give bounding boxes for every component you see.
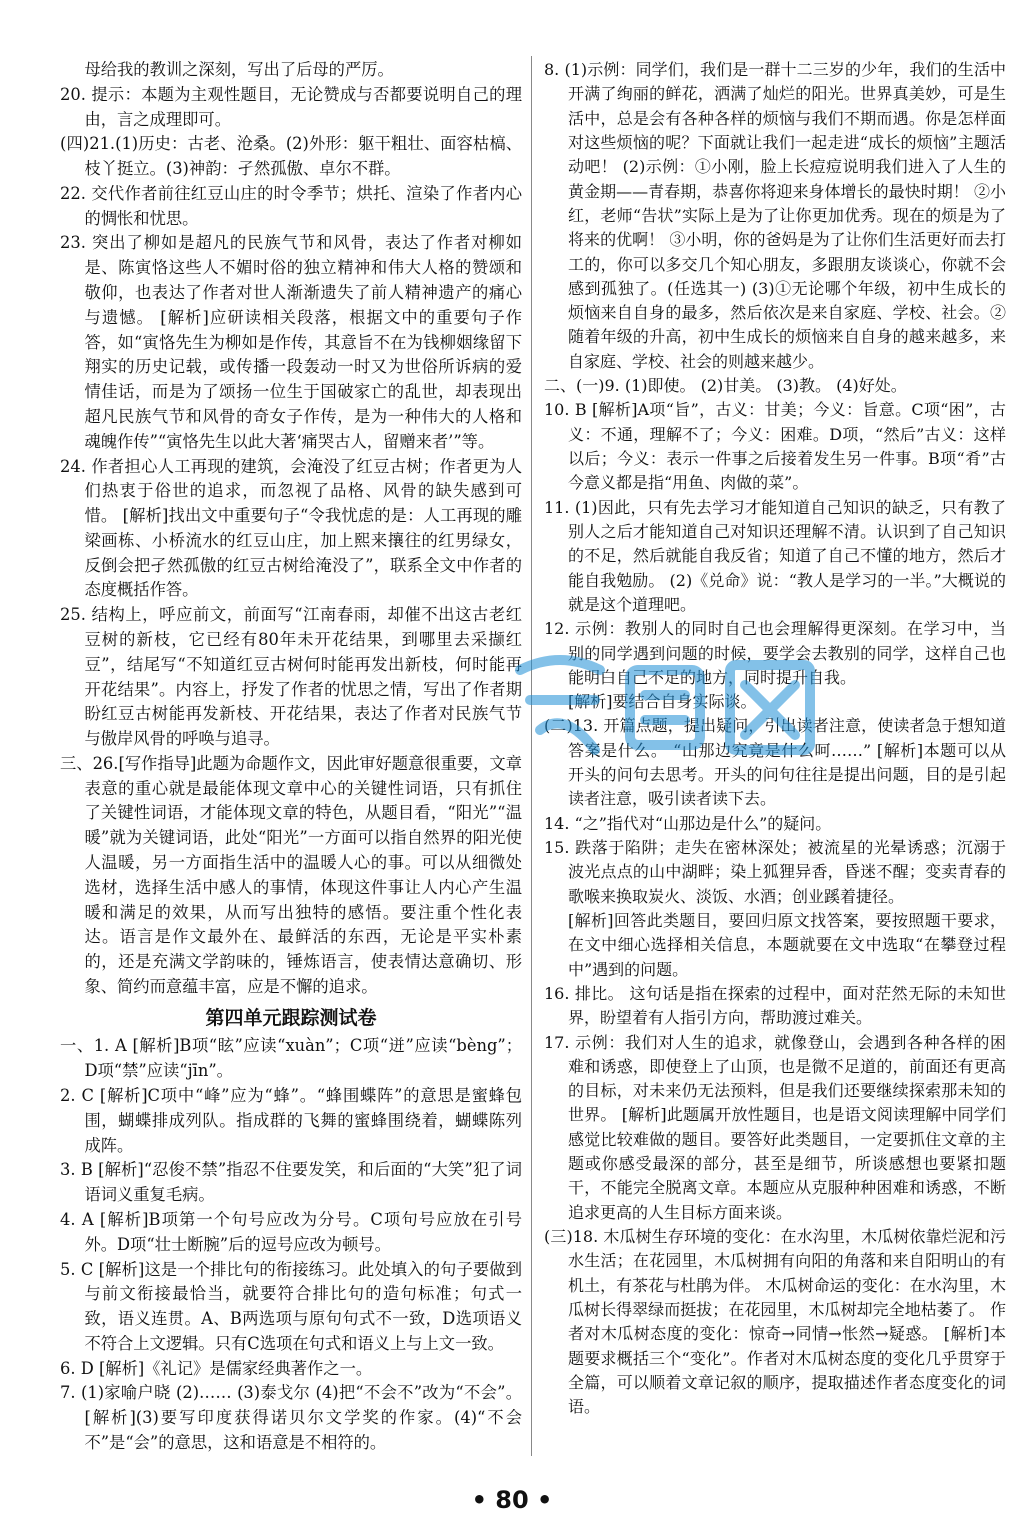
page-number: • 80 • bbox=[471, 1486, 553, 1514]
answer-item: 6. D [解析]《礼记》是儒家经典著作之一。 bbox=[60, 1358, 373, 1378]
answer-item: 14. “之”指代对“山那边是什么”的疑问。 bbox=[544, 813, 832, 833]
answer-item: 8. (1)示例：同学们，我们是一群十二三岁的少年，我们的生活中开满了绚丽的鲜花，洒满了灿烂的阳光。世界真美妙，可是生活中，总是会有各种各样的烦恼与我们不期而遇。你是怎样面对这些烦恼的呢？下面就让我们一起走进“成长的烦恼”主题活动吧！ (2)示例：①小刚，脸上长痘痘说明我们进入了人生的黄金期——青春期，恭喜你将迎来身体增长的最快时期！ ②小红，老师“告状”实际上是为了让你更加优秀。现在的烦是为了将来的优啊！ ③小明，你的爸妈是为了让你们生活更好而去打工的，你可以多交几个知心朋友，多跟朋友谈谈心，你就不会感到孤独了。(任选其一) (3)①无论哪个年级，初中生成长的烦恼来自自身的最多，然后依次是来自家庭、学校、社会。②随着年级的升高，初中生成长的烦恼来自自身的越来越多，来自家庭、学校、社会的则越来越少。 bbox=[544, 60, 1006, 371]
answer-item: 一、1. A [解析]B项“眩”应读“xuàn”；C项“迸”应读“bèng”；D项“禁”应读“jīn”。 bbox=[60, 1036, 522, 1081]
answer-item: 15. 跌落于陷阱；走失在密林深处；被流星的光晕诱惑；沉溺于波光点点的山中湖畔；染上狐狸异香，昏迷不醒；变卖青春的歌喉来换取炭火、淡饭、水酒；创业蹊着捷径。 bbox=[544, 838, 1006, 906]
answer-item: [解析]回答此类题目，要回归原文找答案，要按照题干要求，在文中细心选择相关信息，本题就要在文中选取“在攀登过程中”遇到的问题。 bbox=[568, 910, 1006, 979]
answer-item: 20. 提示：本题为主观性题目，无论赞成与否都要说明自己的理由，言之成理即可。 bbox=[60, 84, 522, 129]
answer-item: 17. 示例：我们对人生的追求，就像登山，会遇到各种各样的困难和诱惑，即使登上了山顶，也是微不足道的，前面还有更高的目标，对未来仍无法预料，但是我们还要继续探索那未知的世界。 [解析]此题属开放性题目，也是语文阅读理解中同学们感觉比较难做的题目。要答好此类题目，一定要抓住文章的主题或你感受最深的部分，甚至是细节，所谈感想也要紧扣题干，不能完全脱离文章。本题应从克服种种困难和诱惑，不断追求更高的人生目标方面来谈。 bbox=[544, 1032, 1006, 1222]
answer-item: 11. (1)因此，只有先去学习才能知道自己知识的缺乏，只有教了别人之后才能知道自己对知识还理解不清。认识到了自己知识的不足，然后就能自我反省；知道了自己不懂的地方，然后才能自我勉励。 (2)《兑命》说：“教人是学习的一半。”大概说的就是这个道理吧。 bbox=[544, 497, 1006, 614]
answer-item: 16. 排比。 这句话是指在探索的过程中，面对茫然无际的未知世界，盼望着有人指引方向，帮助渡过难关。 bbox=[544, 983, 1006, 1028]
answer-item: 4. A [解析]B项第一个句号应改为分号。C项句号应放在引号外。D项“壮士断腕”后的逗号应改为顿号。 bbox=[60, 1209, 522, 1254]
answer-item: 22. 交代作者前往红豆山庄的时令季节；烘托、渲染了作者内心的惆怅和忧思。 bbox=[60, 183, 522, 228]
left-column bbox=[60, 58, 528, 1456]
section-title: 第四单元跟踪测试卷 bbox=[205, 1006, 377, 1029]
right-column bbox=[544, 58, 1006, 1420]
answer-item: (二)13. 开篇点题，提出疑问，引出读者注意，使读者急于想知道答案是什么。 “山那边究竟是什么呵……” [解析]本题可以从开头的问句去思考。开头的问句往往是提出问题，目的是引起读者注意，吸引读者读下去。 bbox=[544, 716, 1006, 809]
answer-item: 12. 示例：教别人的同时自己也会理解得更深刻。在学习中，当别的同学遇到问题的时候，要学会去教别的同学，这样自己也能明白自己不足的地方，同时提升自我。 bbox=[544, 619, 1006, 687]
answer-item: [解析]要结合自身实际谈。 bbox=[568, 692, 757, 712]
answer-item: 5. C [解析]这是一个排比句的衔接练习。此处填入的句子要做到与前文衔接最恰当，就要符合排比句的造句标准；句式一致，语义连贯。A、B两选项与原句句式不一致，D选项语义不符合上文逻辑。只有C选项在句式和语义上与上文一致。 bbox=[60, 1259, 522, 1353]
column-divider bbox=[531, 56, 532, 1456]
answer-item: 2. C [解析]C项中“峰”应为“蜂”。“蜂围蝶阵”的意思是蜜蜂包围，蝴蝶排成列队。指成群的飞舞的蜜蜂围绕着，蝴蝶陈列成阵。 bbox=[60, 1086, 522, 1155]
answer-item: 10. B [解析]A项“旨”，古义：甘美；今义：旨意。C项“困”，古义：不通，理解不了；今义：困难。D项，“然后”古义：这样以后；今义：表示一件事之后接着发生另一件事。B项“肴”古今意义都是指“用鱼、肉做的菜”。 bbox=[544, 400, 1006, 493]
answer-item: 二、(一)9. (1)即使。 (2)甘美。 (3)教。 (4)好处。 bbox=[544, 376, 907, 396]
answer-item: (四)21.(1)历史：古老、沧桑。(2)外形：躯干粗壮、面容枯槁、枝丫挺立。(3)神韵：孑然孤傲、卓尔不群。 bbox=[60, 134, 522, 179]
answer-item: 25. 结构上，呼应前文，前面写“江南春雨，却催不出这古老红豆树的新枝，它已经有80年未开花结果，到哪里去采撷红豆”，结尾写“不知道红豆古树何时能再发出新枝，何时能再开花结果”。内容上，抒发了作者的忧思之情，写出了作者期盼红豆古树能再发新枝、开花结果，表达了作者对民族气节与傲岸风骨的呼唤与追寻。 bbox=[60, 605, 522, 749]
answer-item: 3. B [解析]“忍俊不禁”指忍不住要发笑，和后面的“大笑”犯了词语词义重复毛病。 bbox=[60, 1160, 522, 1205]
answer-item: 7. (1)家喻户晓 (2)…… (3)泰戈尔 (4)把“不会不”改为“不会”。 [解析](3)要写印度获得诺贝尔文学奖的作家。(4)“不会不”是“会”的意思，这和语意是不相符的。 bbox=[60, 1383, 528, 1452]
answer-item: 三、26.[写作指导]此题为命题作文，因此审好题意很重要，文章表意的重心就是最能体现文章中心的关键性词语，只有抓住了关键性词语，才能体现文章的特色，从题目看，“阳光”“温暖”就为关键词语，此处“阳光”一方面可以指自然界的阳光使人温暖，另一方面指生活中的温暖人心的事。可以从细微处选材，选择生活中感人的事情，体现这件事让人内心产生温暖和满足的效果，从而写出独特的感悟。要注重个性化表达。语言是作文最外在、最鲜活的东西，无论是平实朴素的，还是充满文学韵味的，锤炼语言，使表情达意确切、形象、简约而意蕴丰富，应是不懈的追求。 bbox=[60, 753, 522, 996]
answer-item: 母给我的教训之深刻，写出了后母的严厉。 bbox=[84, 60, 394, 79]
answer-item: 23. 突出了柳如是超凡的民族气节和风骨，表达了作者对柳如是、陈寅恪这些人不媚时俗的独立精神和伟大人格的赞颂和敬仰，也表达了作者对世人渐渐遗失了前人精神遗产的痛心与遗憾。 [解析]应研读相关段落，根据文中的重要句子作答，如“寅恪先生为柳如是作传，其意旨不在为钱柳姻缘留下翔实的历史记载，或传播一段轰动一时又为世俗所诉病的爱情佳话，而是为了颂扬一位生于国破家亡的乱世，却表现出超凡民族气节和风骨的奇女子作传，是为一种伟大的人格和魂魄作传”“寅恪先生以此大著‘痛哭古人，留赠来者’”等。 bbox=[60, 233, 522, 451]
answer-item: (三)18. 木瓜树生存环境的变化：在水沟里，木瓜树依靠烂泥和污水生活；在花园里，木瓜树拥有向阳的角落和来自阳明山的有机土，有茶花与杜鹃为伴。 木瓜树命运的变化：在水沟里，木瓜树长得翠绿而挺拔；在花园里，木瓜树却完全地枯萎了。 作者对木瓜树态度的变化：惊奇→同情→怅然→疑惑。 [解析]本题要求概括三个“变化”。作者对木瓜树态度的变化几乎贯穿于全篇，可以顺着文章记叙的顺序，提取描述作者态度变化的词语。 bbox=[544, 1227, 1006, 1417]
answer-item: 24. 作者担心人工再现的建筑，会淹没了红豆古树；作者更为人们热衷于俗世的追求，而忽视了品格、风骨的缺失感到可惜。 [解析]找出文中重要句子“令我忧虑的是：人工再现的雕梁画栋、小桥流水的红豆山庄，加上熙来攘往的红男绿女，反倒会把孑然孤傲的红豆古树给淹没了”，联系全文中作者的态度概括作答。 bbox=[60, 456, 522, 600]
